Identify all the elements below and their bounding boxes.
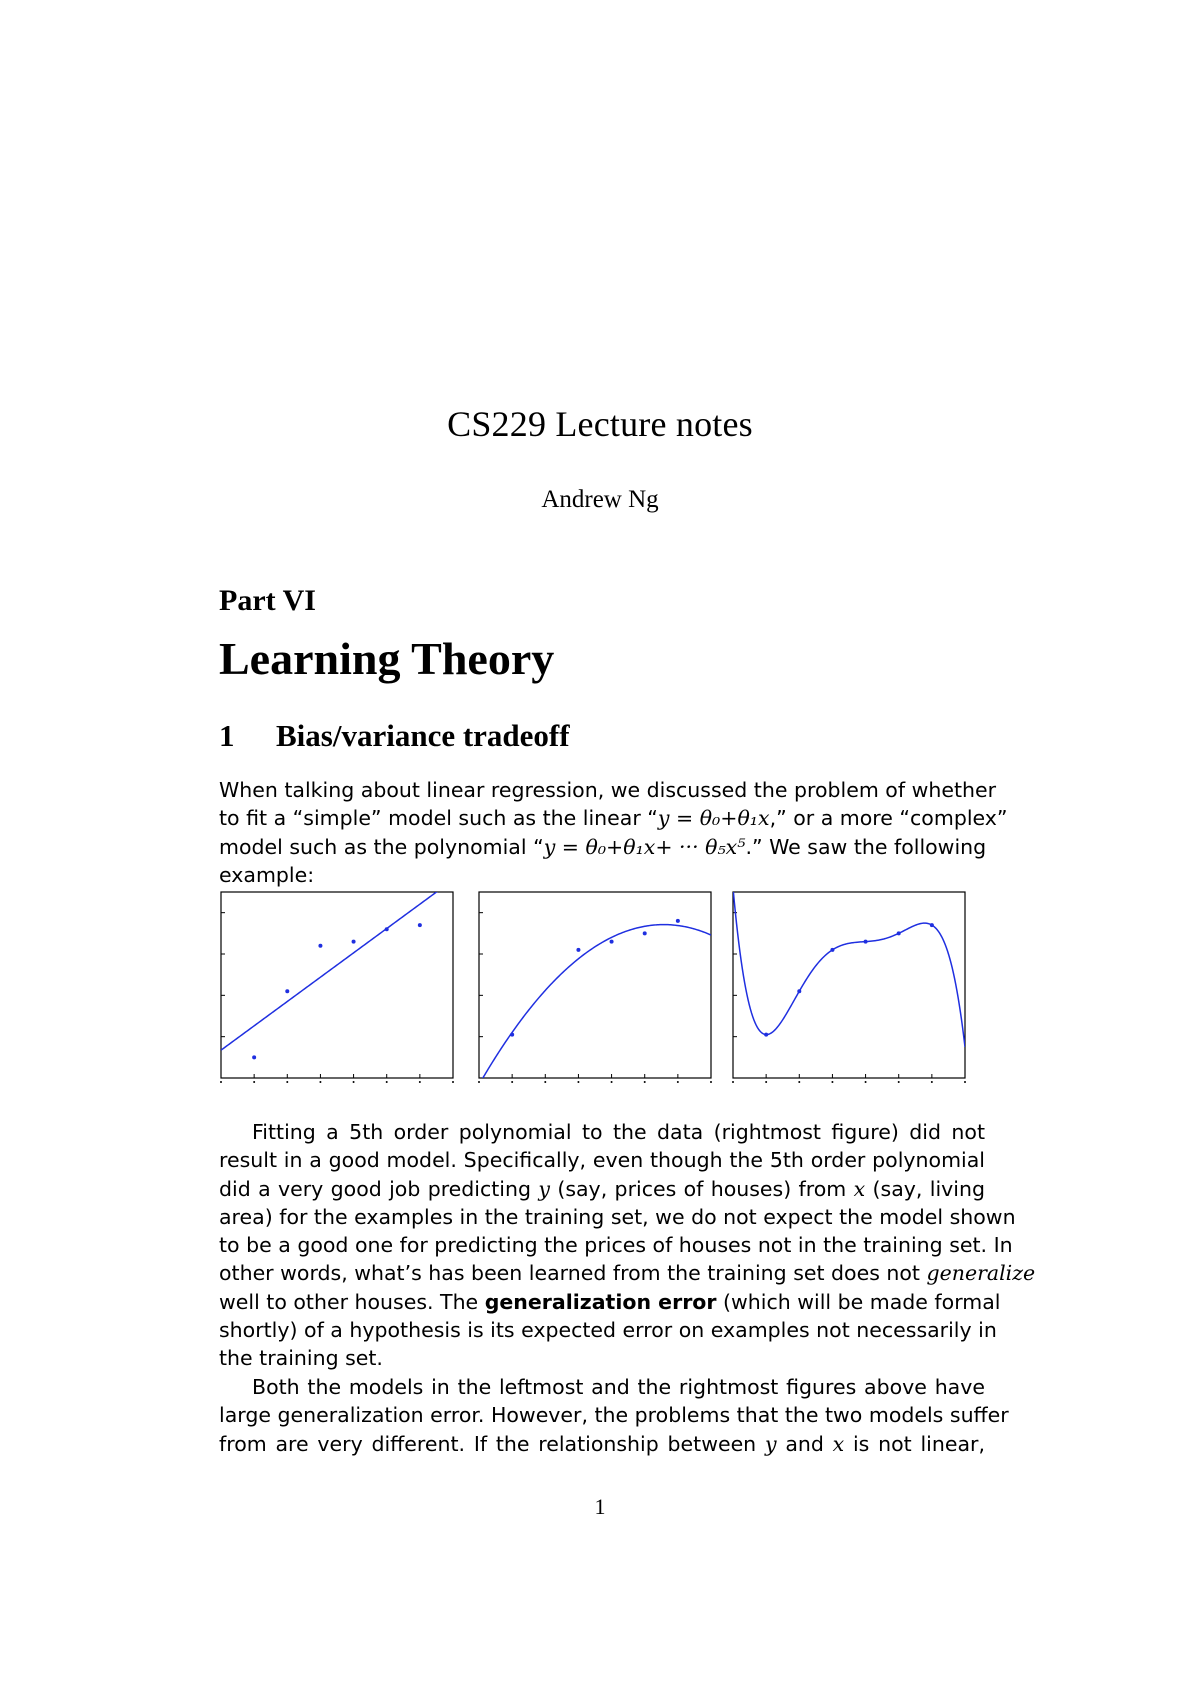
x-tick-label xyxy=(544,1081,546,1083)
x-tick-label xyxy=(644,1081,646,1083)
data-point xyxy=(676,919,680,923)
chart-linear-fit xyxy=(219,890,455,1086)
x-tick-label xyxy=(732,1081,734,1083)
x-tick-label xyxy=(710,1081,712,1083)
text-line: Fitting a 5th order polynomial to the data (rightmost figure) did not xyxy=(252,1120,985,1144)
data-point xyxy=(576,948,580,952)
data-point xyxy=(418,923,422,927)
data-point xyxy=(510,1033,514,1037)
text-line: the training set. xyxy=(219,1346,383,1371)
x-tick-label xyxy=(964,1081,966,1083)
term-generalization-error: generalization error xyxy=(484,1289,717,1314)
text-line: shortly) of a hypothesis is its expected error on examples not necessarily in xyxy=(219,1318,997,1343)
x-tick-label xyxy=(286,1081,288,1083)
x-tick-label xyxy=(865,1081,867,1083)
plot-frame xyxy=(221,892,453,1078)
paragraph-intro xyxy=(219,776,1008,889)
chart-poly5-fit xyxy=(731,890,967,1086)
text-line: other words, what’s has been learned from the training set does not generalize xyxy=(219,1261,1036,1286)
x-tick-label xyxy=(831,1081,833,1083)
text-line: to be a good one for predicting the prices of houses not in the training set. In xyxy=(219,1233,1013,1258)
data-point xyxy=(797,989,801,993)
x-tick-label xyxy=(611,1081,613,1083)
data-point xyxy=(864,940,868,944)
x-tick-label xyxy=(386,1081,388,1083)
part-label: Part VI xyxy=(219,584,316,617)
paragraph-comparison xyxy=(219,1373,1009,1458)
data-point xyxy=(318,944,322,948)
x-tick-label xyxy=(798,1081,800,1083)
text-line: to fit a “simple” model such as the linear “y = θ₀+θ₁x,” or a more “complex” xyxy=(219,806,1008,831)
fit-curve xyxy=(479,925,711,1085)
text-line: large generalization error. However, the problems that the two models suffer xyxy=(219,1403,1009,1428)
document-title: CS229 Lecture notes xyxy=(447,404,753,444)
fit-curve xyxy=(221,890,453,1050)
section-number: 1 xyxy=(219,718,235,753)
x-tick-label xyxy=(253,1081,255,1083)
data-point xyxy=(764,1033,768,1037)
x-tick-label xyxy=(353,1081,355,1083)
data-point xyxy=(252,1055,256,1059)
author-name: Andrew Ng xyxy=(541,486,659,513)
x-tick-label xyxy=(319,1081,321,1083)
emphasis-generalize: generalize xyxy=(926,1261,1036,1286)
math-linear-model: y = θ₀+θ₁x xyxy=(657,806,770,831)
x-tick-label xyxy=(765,1081,767,1083)
x-tick-label xyxy=(898,1081,900,1083)
text-line: result in a good model. Specifically, even though the 5th order polynomial xyxy=(219,1148,985,1173)
text-line: model such as the polynomial “y = θ₀+θ₁x+ ··· θ₅x⁵.” We saw the following xyxy=(219,834,987,859)
paragraph-overfitting xyxy=(219,1118,1036,1373)
x-tick-label xyxy=(511,1081,513,1083)
x-tick-label xyxy=(577,1081,579,1083)
data-point xyxy=(930,923,934,927)
text-line: When talking about linear regression, we discussed the problem of whether xyxy=(219,778,997,802)
data-point xyxy=(385,927,389,931)
text-line: area) for the examples in the training set, we do not expect the model shown xyxy=(219,1204,1016,1229)
data-point xyxy=(897,931,901,935)
text-line: Both the models in the leftmost and the rightmost figures above have xyxy=(252,1375,985,1399)
data-point xyxy=(643,931,647,935)
text-line: from are very different. If the relationship between y and x is not linear, xyxy=(219,1431,985,1456)
x-tick-label xyxy=(478,1081,480,1083)
section-title: Bias/variance tradeoff xyxy=(276,718,570,753)
x-tick-label xyxy=(931,1081,933,1083)
page-number: 1 xyxy=(594,1494,606,1519)
text-line: well to other houses. The generalization error (which will be made formal xyxy=(219,1289,1001,1314)
data-point xyxy=(285,989,289,993)
x-tick-label xyxy=(452,1081,454,1083)
section-heading xyxy=(219,718,570,754)
x-tick-label xyxy=(419,1081,421,1083)
text-line: example: xyxy=(219,862,315,887)
data-point xyxy=(610,940,614,944)
x-tick-label xyxy=(220,1081,222,1083)
data-point xyxy=(352,940,356,944)
figure-row xyxy=(219,890,989,1086)
chart-quadratic-fit xyxy=(477,890,713,1086)
plot-frame xyxy=(733,892,965,1078)
part-title: Learning Theory xyxy=(219,633,555,684)
data-point xyxy=(830,948,834,952)
text-line: did a very good job predicting y (say, prices of houses) from x (say, living xyxy=(219,1176,985,1201)
fit-curve xyxy=(733,890,965,1047)
x-tick-label xyxy=(677,1081,679,1083)
math-poly-model: y = θ₀+θ₁x+ ··· θ₅x⁵ xyxy=(543,834,746,859)
